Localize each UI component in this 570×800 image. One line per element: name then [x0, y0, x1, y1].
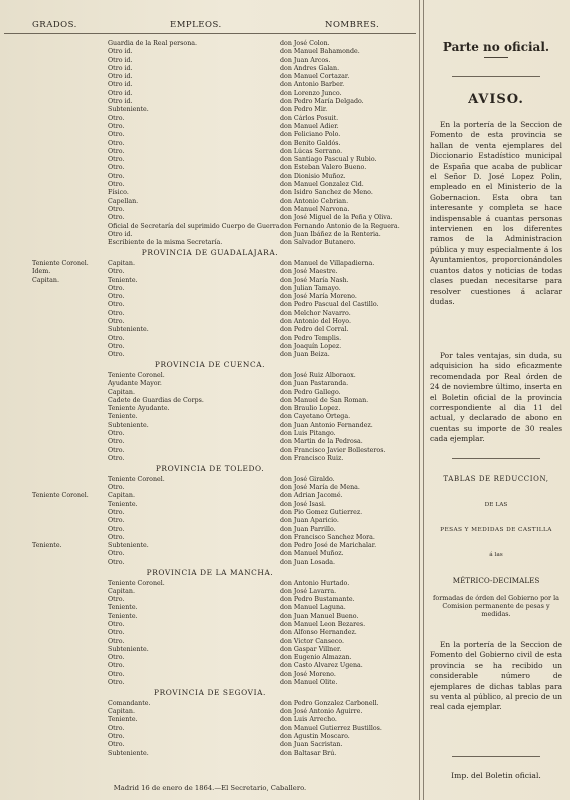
personnel-row: [0, 73, 420, 81]
nombre-cell: don Manuel Leon Bezares.: [280, 621, 366, 628]
empleo-cell: Otro.: [108, 446, 125, 454]
empleo-cell: Teniente.: [108, 413, 138, 421]
empleo-cell: Otro.: [108, 438, 125, 446]
nombre-cell: don Dionisio Muñoz.: [280, 172, 346, 180]
nombre-cell: don Pio Gomez Gutierrez.: [280, 508, 363, 516]
empleo-cell: Otro.: [108, 508, 125, 516]
nombre-cell: don Antonio Cebrian.: [280, 197, 349, 205]
personnel-row: [0, 260, 420, 268]
nombre-cell: don Juan Parrillo.: [280, 525, 336, 533]
nombre-cell: don Fernando Antonio de la Reguera.: [280, 222, 400, 230]
personnel-row: [0, 517, 420, 525]
personnel-row: [0, 638, 420, 646]
nombre-cell: don Pedro Gallego.: [280, 388, 341, 396]
personnel-row: [0, 206, 420, 214]
empleo-cell: Otro.: [108, 114, 125, 122]
empleo-cell: Otro.: [108, 334, 125, 342]
empleo-cell: Otro.: [108, 454, 125, 462]
nombre-cell: don Feliciano Polo.: [280, 131, 341, 139]
personnel-row: [0, 550, 420, 558]
personnel-row: [0, 501, 420, 509]
personnel-row: [0, 131, 420, 139]
nombre-cell: don Pedro Mir.: [280, 106, 328, 114]
empleo-cell: Otro.: [108, 351, 125, 359]
nombre-cell: don Pedro del Corral.: [280, 326, 349, 334]
empleo-cell: Otro.: [108, 318, 125, 325]
empleo-cell: Otro.: [108, 342, 125, 350]
province-heading: [0, 687, 420, 700]
personnel-row: [0, 733, 420, 741]
nombre-cell: don Juan Beiza.: [280, 351, 330, 359]
tables-subline-3: á las: [489, 552, 503, 558]
nombre-cell: don Agustin Moscaro.: [280, 733, 350, 741]
nombre-cell: don José María Nash.: [280, 276, 349, 284]
personnel-row: [0, 123, 420, 131]
empleo-cell: Subteniente.: [108, 326, 149, 334]
nombre-cell: don Santiago Pascual y Rubio.: [280, 156, 377, 164]
empleo-cell: Otro.: [108, 533, 125, 541]
nombre-cell: don José Isasi.: [280, 500, 326, 508]
nombre-cell: don Juan Pastaranda.: [280, 380, 349, 388]
empleo-cell: Otro.: [108, 670, 125, 678]
personnel-row: [0, 140, 420, 148]
personnel-row: [0, 335, 420, 343]
nombre-cell: don Manuel Gonzalez Cid.: [280, 181, 364, 189]
empleo-cell: Otro.: [108, 214, 125, 222]
personnel-row: [0, 413, 420, 421]
personnel-row: [0, 476, 420, 484]
personnel-row: [0, 405, 420, 413]
personnel-row: [0, 65, 420, 73]
empleo-cell: Otro id.: [108, 98, 133, 106]
empleo-cell: Subteniente.: [108, 542, 149, 550]
empleo-cell: Subteniente.: [108, 749, 149, 757]
nombre-cell: don Alfonso Hernandez.: [280, 629, 357, 637]
empleo-cell: Guardia de la Real persona.: [108, 40, 198, 47]
empleo-cell: Otro.: [108, 741, 125, 749]
nombre-cell: don Antonio Barber.: [280, 81, 345, 89]
notice-paragraph-2: Por tales ventajas, sin duda, su adquisicion ha sido eficazmente recomendada por Real órden de 24 de noviembre último, inserta en el Boletin oficial de la provincia correspondiente al dia 11 del actual, y declarado de abono en cuentas su importe de 30 reales cada ejemplar.: [430, 351, 562, 444]
personnel-row: [0, 98, 420, 106]
nombre-cell: don Victor Canseco.: [280, 637, 344, 645]
personnel-row: [0, 580, 420, 588]
nombre-cell: don Pedro Templis.: [280, 334, 342, 342]
personnel-row: [0, 106, 420, 114]
personnel-row: [0, 708, 420, 716]
personnel-row: [0, 716, 420, 724]
grado-cell: Teniente Coronel.: [32, 492, 89, 500]
empleo-cell: Teniente.: [108, 276, 138, 284]
nombre-cell: don Juan Manuel Bueno.: [280, 612, 359, 620]
empleo-cell: Otro.: [108, 301, 125, 309]
personnel-row: [0, 181, 420, 189]
personnel-row: [0, 629, 420, 637]
empleo-cell: Otro.: [108, 156, 125, 164]
personnel-row: [0, 750, 420, 758]
empleo-cell: Capitan.: [108, 388, 135, 396]
empleo-cell: Otro.: [108, 205, 125, 213]
province-heading-text: PROVINCIA DE SEGOVIA.: [154, 688, 266, 698]
personnel-row: [0, 741, 420, 749]
personnel-row: [0, 285, 420, 293]
personnel-row: [0, 646, 420, 654]
notice-column: [422, 0, 570, 800]
empleo-cell: Teniente Ayudante.: [108, 405, 170, 413]
personnel-row: [0, 223, 420, 231]
empleo-cell: Otro.: [108, 122, 125, 130]
nombre-cell: don Juan Ibáñez de la Renteria.: [280, 230, 381, 238]
column-divider: [419, 0, 420, 800]
empleo-cell: Otro.: [108, 293, 125, 301]
header-rule: [4, 33, 416, 34]
personnel-row: [0, 198, 420, 206]
nombre-cell: don Baltasar Brú.: [280, 749, 337, 757]
personnel-row: [0, 679, 420, 687]
nombre-cell: don Joaquín Lopez.: [280, 342, 342, 350]
empleo-cell: Otro.: [108, 724, 125, 732]
nombre-cell: don Melchor Navarro.: [280, 309, 351, 317]
empleo-cell: Ayudante Mayor.: [108, 380, 162, 388]
nombre-cell: don José Antonio Aguirre.: [280, 708, 363, 716]
personnel-row: [0, 422, 420, 430]
nombre-cell: don Cayetano Ortega.: [280, 413, 351, 421]
nombre-cell: don Lúcas Serrano.: [280, 147, 343, 155]
province-heading: [0, 247, 420, 260]
nombre-cell: don Francisco Sanchez Mora.: [280, 533, 375, 541]
empleo-cell: Teniente Coronel.: [108, 475, 165, 483]
personnel-row: [0, 293, 420, 301]
empleo-cell: Otro.: [108, 679, 125, 687]
nombre-cell: don José Moreno.: [280, 670, 336, 678]
empleo-cell: Otro id.: [108, 64, 133, 72]
empleo-cell: Otro.: [108, 637, 125, 645]
nombre-cell: don Manuel Muñoz.: [280, 550, 344, 558]
personnel-rows: [0, 40, 420, 758]
personnel-row: [0, 438, 420, 446]
nombre-cell: don Antonio Hurtado.: [280, 579, 350, 587]
nombre-cell: don Luis Pitango.: [280, 430, 336, 438]
nombre-cell: don Pedro Gonzalez Carbonell.: [280, 699, 379, 707]
nombre-cell: don Manuel Gutierrez Bustillos.: [280, 724, 382, 732]
separator-rule: [452, 76, 540, 77]
empleo-cell: Otro id.: [108, 81, 133, 89]
nombre-cell: don Julian Tamayo.: [280, 284, 341, 292]
province-heading-text: PROVINCIA DE TOLEDO.: [155, 464, 265, 474]
empleo-cell: Cadete de Guardias de Corps.: [108, 396, 204, 404]
nombre-cell: don Pedro María Delgado.: [280, 98, 364, 106]
aviso-heading: AVISO.: [468, 92, 524, 107]
nombre-cell: don Manuel Narvona.: [280, 205, 350, 213]
empleo-cell: Otro.: [108, 164, 125, 172]
tables-heading: TABLAS DE REDUCCION,: [443, 475, 549, 483]
grado-cell: Teniente Coronel.: [32, 259, 89, 267]
empleo-cell: Otro id.: [108, 89, 133, 97]
personnel-row: [0, 700, 420, 708]
personnel-row: [0, 57, 420, 65]
empleo-cell: Teniente Coronel.: [108, 371, 165, 379]
nombre-cell: don José Maestre.: [280, 268, 338, 276]
nombre-cell: don Gaspar Villner.: [280, 645, 342, 653]
nombre-cell: don Pedro José de Marichalar.: [280, 542, 377, 550]
nombre-cell: don Manuel Laguna.: [280, 604, 346, 612]
personnel-row: [0, 492, 420, 500]
nombre-cell: don Pedro Bustamante.: [280, 596, 355, 604]
title-ornament: [484, 57, 508, 58]
nombre-cell: don Esteban Valero Bueno.: [280, 164, 367, 172]
empleo-cell: Otro.: [108, 139, 125, 147]
empleo-cell: Otro id.: [108, 230, 133, 238]
nombre-cell: don Antonio del Hoyo.: [280, 318, 351, 325]
personnel-row: [0, 343, 420, 351]
personnel-row: [0, 397, 420, 405]
personnel-row: [0, 372, 420, 380]
nombre-cell: don Benito Galdós.: [280, 139, 341, 147]
empleo-cell: Otro id.: [108, 56, 133, 64]
nombre-cell: don José Lavarra.: [280, 587, 337, 595]
empleo-cell: Capitan.: [108, 492, 135, 500]
personnel-row: [0, 455, 420, 463]
personnel-row: [0, 156, 420, 164]
personnel-row: [0, 231, 420, 239]
nombre-cell: don Casto Alvarez Ugena.: [280, 662, 363, 670]
nombre-cell: don Manuel Olite.: [280, 679, 338, 687]
nombre-cell: don Andres Galan.: [280, 64, 340, 72]
nombre-cell: don José María de Mena.: [280, 484, 360, 492]
empleo-cell: Oficial de Secretaría del suprimido Cuerpo de Guerra: [108, 222, 280, 230]
empleo-cell: Otro.: [108, 621, 125, 628]
separator-rule: [452, 756, 540, 757]
personnel-row: [0, 173, 420, 181]
personnel-row: [0, 509, 420, 517]
personnel-row: [0, 526, 420, 534]
empleo-cell: Otro.: [108, 550, 125, 558]
personnel-row: [0, 40, 420, 48]
province-heading: [0, 463, 420, 476]
nombre-cell: don Manuel de Villapadierna.: [280, 259, 375, 267]
personnel-row: [0, 81, 420, 89]
nombre-cell: don Cárlos Posuit.: [280, 114, 339, 122]
nombre-cell: don Juan Losada.: [280, 558, 336, 566]
empleo-cell: Otro.: [108, 596, 125, 604]
province-heading: [0, 359, 420, 372]
empleo-cell: Otro.: [108, 430, 125, 438]
personnel-row: [0, 671, 420, 679]
empleo-cell: Teniente.: [108, 500, 138, 508]
personnel-row: [0, 115, 420, 123]
nombre-cell: don Manuel Bahamonde.: [280, 48, 360, 56]
personnel-row: [0, 90, 420, 98]
empleo-cell: Subteniente.: [108, 421, 149, 429]
personnel-row: [0, 48, 420, 56]
empleo-cell: Teniente.: [108, 612, 138, 620]
personnel-row: [0, 662, 420, 670]
empleo-cell: Otro.: [108, 172, 125, 180]
province-heading-text: PROVINCIA DE GUADALAJARA.: [141, 248, 279, 258]
empleo-cell: Escribiente de la misma Secretaría.: [108, 239, 223, 247]
empleo-cell: Otro.: [108, 181, 125, 189]
personnel-row: [0, 239, 420, 247]
notice-paragraph-1: En la portería de la Seccion de Fomento de esta provincia se hallan de venta ejemplares del Diccionario Estadístico municipal de España que acaba de publicar el Señor D. José Lopez Polin, empleado en el Ministerio de la Gobernacion. Esta obra tan interesante y completa se hace indispensable á cuantas personas intervienen en los diferentes ramos de la Administracion pública y muy especialmente á los Ayuntamientos, proporcionándoles cuantos datos y noticias de todas clases puedan necesitarse para resolver cuestiones á aclarar dudas.: [430, 120, 562, 306]
empleo-cell: Otro.: [108, 147, 125, 155]
province-heading-text: PROVINCIA DE CUENCA.: [154, 360, 266, 370]
empleo-cell: Teniente Coronel.: [108, 579, 165, 587]
province-heading-text: PROVINCIA DE LA MANCHA.: [146, 568, 274, 578]
personnel-row: [0, 148, 420, 156]
personnel-row: [0, 380, 420, 388]
empleo-cell: Otro id.: [108, 73, 133, 81]
notice-paragraph-3: En la portería de la Seccion de Fomento del Gobierno civil de esta provincia se ha recibido un considerable número de ejemplares de dichas tablas para su venta al público, al precio de un real cada ejemplar.: [430, 640, 562, 712]
grado-cell: Idem.: [32, 268, 51, 276]
empleo-cell: Otro.: [108, 629, 125, 637]
empleo-cell: Otro.: [108, 654, 125, 662]
nombre-cell: don Manuel de San Roman.: [280, 396, 369, 404]
nombre-cell: don Salvador Butanero.: [280, 239, 356, 247]
personnel-row: [0, 604, 420, 612]
empleo-cell: Capellan.: [108, 197, 139, 205]
nombre-cell: don Juan Aparicio.: [280, 517, 339, 525]
separator-rule: [452, 458, 540, 459]
nombre-cell: don Pedro Pascual del Castillo.: [280, 301, 379, 309]
personnel-row: [0, 542, 420, 550]
personnel-row: [0, 351, 420, 359]
personnel-row: [0, 164, 420, 172]
header-grados: GRADOS.: [32, 20, 77, 30]
tables-subline-2: PESAS Y MEDIDAS DE CASTILLA: [440, 527, 552, 533]
empleo-cell: Otro.: [108, 268, 125, 276]
grado-cell: Teniente.: [32, 542, 62, 550]
nombre-cell: don Juan Sacristan.: [280, 741, 343, 749]
empleo-cell: Teniente.: [108, 716, 138, 724]
personnel-row: [0, 447, 420, 455]
signature-line: Madrid 16 de enero de 1864.—El Secretario, Caballero.: [113, 784, 307, 792]
personnel-row: [0, 268, 420, 276]
header-empleos: EMPLEOS.: [170, 20, 222, 30]
nombre-cell: don Luis Arrecho.: [280, 716, 337, 724]
empleo-cell: Otro.: [108, 131, 125, 139]
empleo-cell: Otro id.: [108, 48, 133, 56]
empleo-cell: Subteniente.: [108, 106, 149, 114]
nombre-cell: don Manuel Cortazar.: [280, 73, 350, 81]
personnel-row: [0, 654, 420, 662]
nombre-cell: don Francisco Javier Bollesteros.: [280, 446, 386, 454]
personnel-row: [0, 277, 420, 285]
nombre-cell: don José Giraldo.: [280, 475, 335, 483]
nombre-cell: don Juan Arcos.: [280, 56, 331, 64]
nombre-cell: don Francisco Ruiz.: [280, 454, 344, 462]
personnel-row: [0, 484, 420, 492]
personnel-row: [0, 534, 420, 542]
nombre-cell: don Braulio Lopez.: [280, 405, 341, 413]
empleo-cell: Capitan.: [108, 587, 135, 595]
personnel-row: [0, 189, 420, 197]
empleo-cell: Otro.: [108, 662, 125, 670]
empleo-cell: Otro.: [108, 309, 125, 317]
personnel-row: [0, 214, 420, 222]
empleo-cell: Comandante.: [108, 699, 151, 707]
tables-note: formadas de órden del Gobierno por la Comision permanente de pesas y medidas.: [433, 594, 559, 618]
empleo-cell: Otro.: [108, 558, 125, 566]
personnel-row: [0, 596, 420, 604]
personnel-row: [0, 389, 420, 397]
personnel-row: [0, 430, 420, 438]
nombre-cell: don Lorenzo Junco.: [280, 89, 342, 97]
empleo-cell: Otro.: [108, 484, 125, 492]
personnel-row: [0, 725, 420, 733]
nombre-cell: don Manuel Adier.: [280, 122, 339, 130]
personnel-row: [0, 559, 420, 567]
personnel-row: [0, 613, 420, 621]
imprint-line: Imp. del Boletin oficial.: [451, 771, 541, 780]
empleo-cell: Capitan.: [108, 708, 135, 716]
personnel-row: [0, 310, 420, 318]
empleo-cell: Otro.: [108, 525, 125, 533]
grado-cell: Capitan.: [32, 276, 59, 284]
tables-subline-1: DE LAS: [484, 502, 508, 508]
nombre-cell: don Isidro Sanchez de Meno.: [280, 189, 373, 197]
empleo-cell: Subteniente.: [108, 645, 149, 653]
nombre-cell: don José Miguel de la Peña y Oliva.: [280, 214, 393, 222]
empleo-cell: Otro.: [108, 284, 125, 292]
personnel-row: [0, 588, 420, 596]
personnel-row: [0, 318, 420, 326]
province-heading: [0, 567, 420, 580]
personnel-row: [0, 301, 420, 309]
personnel-row: [0, 621, 420, 629]
nombre-cell: don José María Moreno.: [280, 293, 357, 301]
personnel-row: [0, 326, 420, 334]
empleo-cell: Capitan.: [108, 259, 135, 267]
empleo-cell: Otro.: [108, 733, 125, 741]
empleo-cell: Teniente.: [108, 604, 138, 612]
empleo-cell: Otro.: [108, 517, 125, 525]
nombre-cell: don Juan Antonio Fernandez.: [280, 421, 373, 429]
nombre-cell: don Adrian Jacomé.: [280, 492, 343, 500]
header-nombres: NOMBRES.: [325, 20, 380, 30]
empleo-cell: Físico.: [108, 189, 129, 197]
nombre-cell: don Martin de la Pedrosa.: [280, 438, 363, 446]
nombre-cell: don Eugenio Almazan.: [280, 654, 352, 662]
nombre-cell: don José Ruiz Alboraox.: [280, 371, 356, 379]
section-title: Parte no oficial.: [442, 40, 550, 54]
tables-subline-4: MÉTRICO-DECIMALES: [452, 576, 540, 585]
nombre-cell: don José Colon.: [280, 40, 330, 47]
